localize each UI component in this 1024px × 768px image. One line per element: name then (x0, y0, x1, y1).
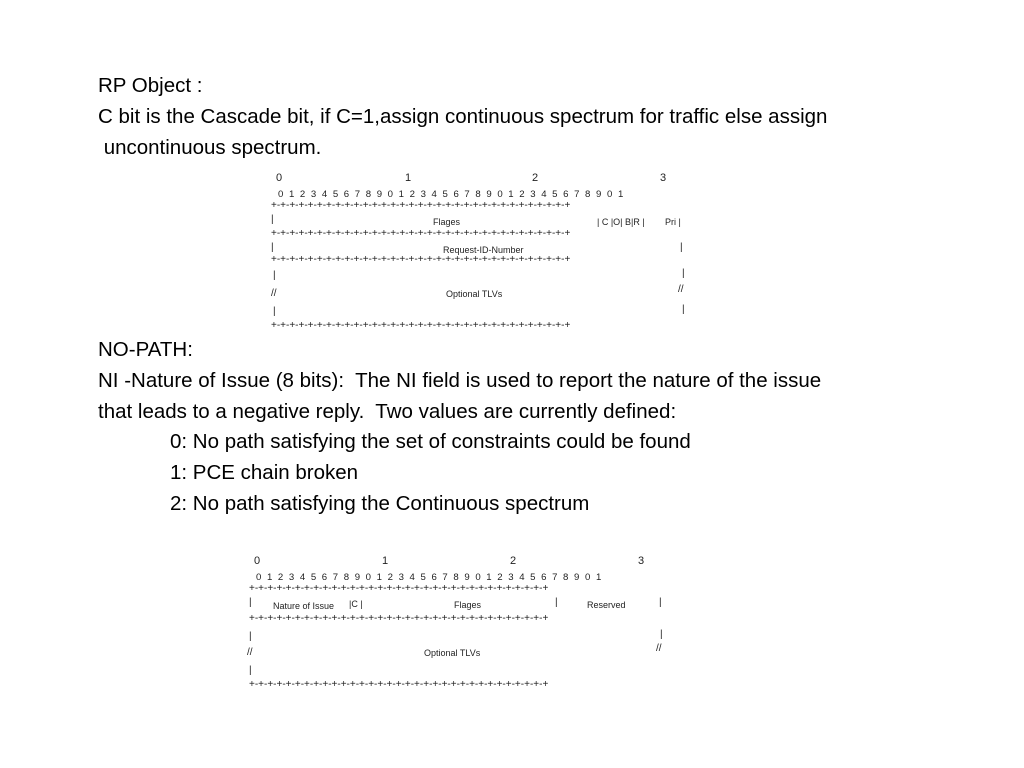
nopath-object-diagram (244, 553, 674, 698)
nopath-nature-of-issue-label: Nature of Issue (273, 601, 335, 611)
rp-description-line1: C bit is the Cascade bit, if C=1,assign continuous spectrum for traffic else assign (98, 105, 828, 128)
nopath-border-top: +-+-+-+-+-+-+-+-+-+-+-+-+-+-+-+-+-+-+-+-+-+-+-+-+-+-+-+-+-+-+-+-+ (249, 583, 549, 594)
nopath-row2-right-pipe-top: | (660, 629, 663, 640)
rp-bit-numbers: 0 1 2 3 4 5 6 7 8 9 0 1 2 3 4 5 6 7 8 9 0 1 2 3 4 5 6 7 8 9 0 1 (278, 189, 624, 200)
rp-border-row1: +-+-+-+-+-+-+-+-+-+-+-+-+-+-+-+-+-+-+-+-+-+-+-+-+-+-+-+-+-+-+-+-+ (271, 228, 571, 239)
rp-cobr-bits: | C |O| B|R | (597, 217, 645, 227)
nopath-byte-2: 2 (510, 555, 517, 567)
rp-row3-right-slash: // (678, 284, 684, 295)
nopath-byte-3: 3 (638, 555, 645, 567)
nopath-row1-mid-pipe: | (555, 597, 558, 608)
rp-border-top: +-+-+-+-+-+-+-+-+-+-+-+-+-+-+-+-+-+-+-+-+-+-+-+-+-+-+-+-+-+-+-+-+ (271, 200, 571, 211)
rp-byte-2: 2 (532, 172, 539, 184)
rp-row2-left-pipe: | (271, 242, 274, 253)
nopath-description-line1: NI -Nature of Issue (8 bits): The NI field is used to report the nature of the issue (98, 369, 822, 392)
rp-row3-left-slash: // (271, 288, 277, 299)
rp-row3-right-pipe-bottom: | (682, 304, 685, 315)
nopath-byte-0: 0 (254, 555, 261, 567)
nopath-value-0: 0: No path satisfying the set of constraints could be found (170, 430, 691, 453)
nopath-row1-right-pipe: | (659, 597, 662, 608)
rp-flags-label: Flages (433, 217, 461, 227)
nopath-byte-1: 1 (382, 555, 389, 567)
nopath-row2-left-pipe-top: | (249, 631, 252, 642)
nopath-description-line2: that leads to a negative reply. Two values are currently defined: (98, 400, 677, 423)
nopath-optional-tlvs-label: Optional TLVs (424, 648, 481, 658)
nopath-flags-label: Flages (454, 600, 482, 610)
nopath-row1-left-pipe: | (249, 597, 252, 608)
rp-byte-1: 1 (405, 172, 412, 184)
rp-row3-right-pipe-top: | (682, 268, 685, 279)
nopath-row2-left-pipe-bottom: | (249, 665, 252, 676)
rp-optional-tlvs-label: Optional TLVs (446, 289, 503, 299)
rp-object-diagram (268, 170, 698, 335)
rp-pri-label: Pri | (665, 217, 681, 227)
rp-description-line2: uncontinuous spectrum. (98, 136, 322, 159)
nopath-value-1: 1: PCE chain broken (170, 461, 359, 484)
nopath-c-bit: |C | (349, 599, 363, 609)
nopath-border-row1: +-+-+-+-+-+-+-+-+-+-+-+-+-+-+-+-+-+-+-+-+-+-+-+-+-+-+-+-+-+-+-+-+ (249, 613, 549, 624)
rp-row3-left-pipe-bottom: | (273, 306, 276, 317)
nopath-row2-right-slash: // (656, 643, 662, 654)
rp-row2-right-pipe: | (680, 242, 683, 253)
rp-border-row2: +-+-+-+-+-+-+-+-+-+-+-+-+-+-+-+-+-+-+-+-+-+-+-+-+-+-+-+-+-+-+-+-+ (271, 254, 571, 265)
rp-row1-left-pipe: | (271, 214, 274, 225)
nopath-value-2: 2: No path satisfying the Continuous spectrum (170, 492, 590, 515)
rp-title: RP Object : (98, 74, 203, 97)
nopath-border-bottom: +-+-+-+-+-+-+-+-+-+-+-+-+-+-+-+-+-+-+-+-+-+-+-+-+-+-+-+-+-+-+-+-+ (249, 679, 549, 690)
rp-byte-3: 3 (660, 172, 667, 184)
nopath-row2-left-slash: // (247, 647, 253, 658)
nopath-reserved-label: Reserved (587, 600, 626, 610)
rp-request-id-label: Request-ID-Number (443, 245, 524, 255)
nopath-title: NO-PATH: (98, 338, 193, 361)
rp-row3-left-pipe-top: | (273, 270, 276, 281)
nopath-bit-numbers: 0 1 2 3 4 5 6 7 8 9 0 1 2 3 4 5 6 7 8 9 0 1 2 3 4 5 6 7 8 9 0 1 (256, 572, 602, 583)
rp-byte-0: 0 (276, 172, 283, 184)
rp-border-bottom: +-+-+-+-+-+-+-+-+-+-+-+-+-+-+-+-+-+-+-+-+-+-+-+-+-+-+-+-+-+-+-+-+ (271, 320, 571, 331)
